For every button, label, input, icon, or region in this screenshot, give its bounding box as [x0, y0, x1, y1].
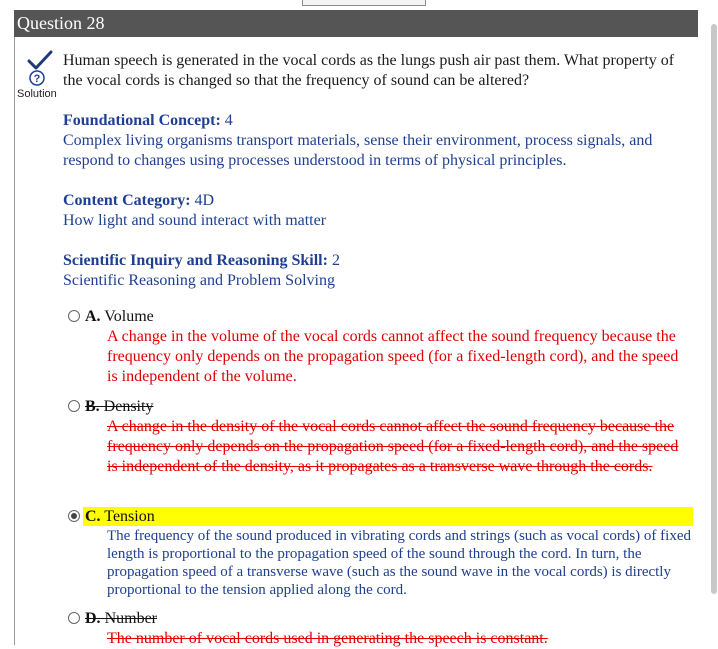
option-b-explanation: A change in the density of the vocal cords cannot affect the sound frequency because the frequency only depends on the propagation speed (for a fixed-length cord), and the speed is independent of the density, as it propagates as a transverse wave through the cords.	[107, 418, 679, 475]
option-c-radio[interactable]	[68, 510, 80, 522]
question-header	[14, 10, 698, 37]
top-tab	[302, 0, 426, 6]
option-b-text: Density	[103, 398, 154, 415]
skill-heading	[63, 251, 340, 271]
option-a[interactable]	[85, 307, 154, 327]
foundational-value: 4	[224, 112, 233, 129]
option-d-explanation: The number of vocal cords used in generating the speech is constant.	[107, 630, 548, 647]
option-c[interactable]	[85, 507, 155, 527]
scrollbar-thumb[interactable]	[711, 24, 717, 594]
option-d[interactable]	[85, 609, 157, 629]
content-value: 4D	[194, 192, 215, 209]
content-label: Content Category:	[63, 192, 191, 209]
option-a-letter: A.	[85, 308, 101, 325]
content-text: How light and sound interact with matter	[63, 212, 327, 229]
content-category-heading	[63, 191, 214, 211]
skill-value: 2	[331, 252, 340, 269]
option-c-letter: C.	[85, 508, 101, 525]
question-stem: Human speech is generated in the vocal cords as the lungs push air past them. What property of the vocal cords is changed so that the frequency of sound can be altered?	[63, 52, 675, 89]
foundational-text: Complex living organisms transport materials, sense their environment, process signals, and respond to changes using processes understood in terms of physical principles.	[63, 132, 653, 169]
selected-answer-highlight	[83, 507, 693, 526]
option-d-letter: D.	[85, 610, 101, 627]
skill-label: Scientific Inquiry and Reasoning Skill:	[63, 252, 328, 269]
option-c-explanation: The frequency of the sound produced in vibrating cords and strings (such as vocal cords) of fixed length is proportional to the propagation speed of the sound through the cord. In turn, the propagation speed of a transverse wave (such as the sound wave in the vocal cords) is directly proportional to the tension applied along the cord.	[107, 528, 691, 598]
solution-label[interactable]: Solution	[17, 88, 57, 100]
left-border	[14, 37, 15, 645]
svg-text:?: ?	[33, 73, 41, 85]
foundational-concept-heading	[63, 111, 233, 131]
option-b-radio[interactable]	[68, 400, 80, 412]
checkmark-icon	[27, 50, 53, 70]
option-c-text: Tension	[104, 508, 155, 525]
option-a-explanation: A change in the volume of the vocal cords cannot affect the sound frequency because the frequency only depends on the propagation speed (for a fixed-length cord), and the speed is independent of the volume.	[107, 328, 679, 385]
foundational-label: Foundational Concept:	[63, 112, 221, 129]
skill-text: Scientific Reasoning and Problem Solving	[63, 272, 335, 289]
solution-help-icon[interactable]	[29, 70, 45, 86]
question-title: Question 28	[17, 13, 105, 33]
option-d-text: Number	[104, 610, 157, 627]
option-b-letter: B.	[85, 398, 100, 415]
option-a-text: Volume	[104, 308, 154, 325]
option-d-radio[interactable]	[68, 612, 80, 624]
option-b[interactable]	[85, 397, 153, 417]
option-a-radio[interactable]	[68, 310, 80, 322]
